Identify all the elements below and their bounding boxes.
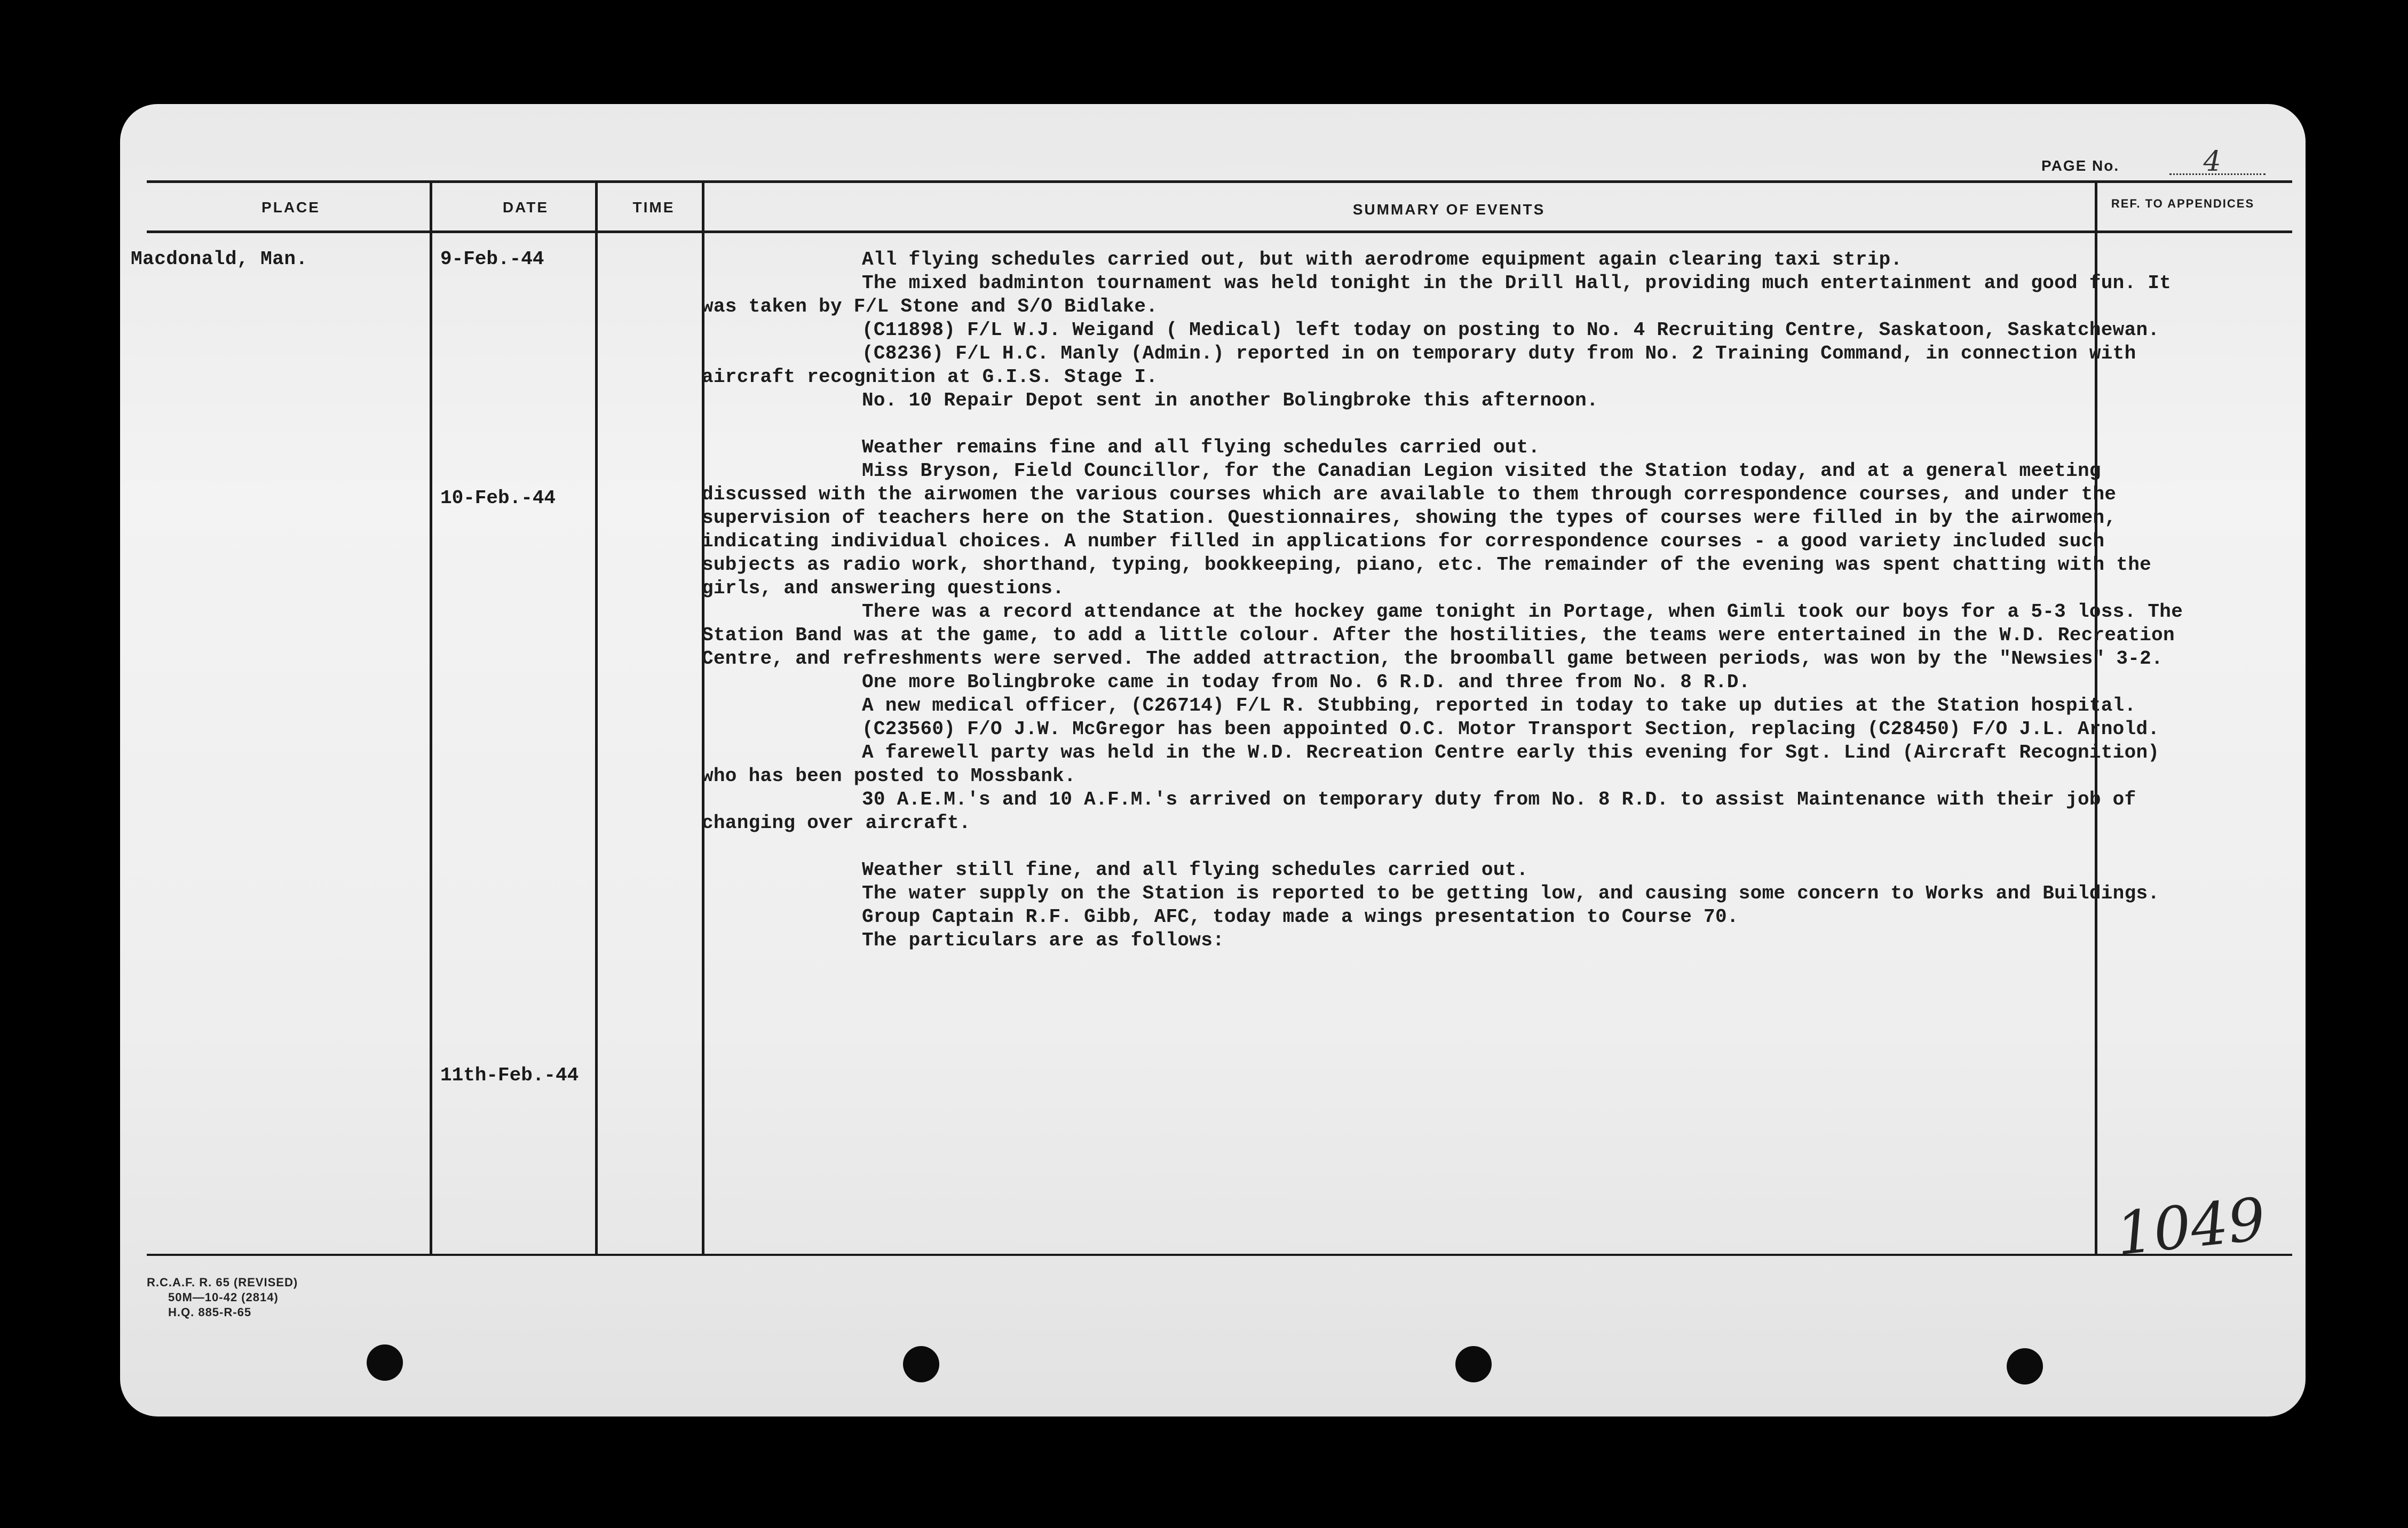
page-number-label: PAGE No. [2041,157,2120,174]
date-cell-feb10: 10-Feb.-44 [440,487,556,509]
date-cell-feb9: 9-Feb.-44 [440,248,544,270]
entry-paragraph: (C8236) F/L H.C. Manly (Admin.) reported in on temporary duty from No. 2 Training Command, in connection with aircraft recognition at G.I.S. Stage I. [702,343,2136,388]
entry-paragraph: The water supply on the Station is reported to be getting low, and causing some concern to Works and Buildings. [862,882,2160,904]
column-header-place: PLACE [262,199,320,216]
entry-paragraph: The mixed badminton tournament was held tonight in the Drill Hall, providing much entertainment and good fun. It was taken by F/L Stone and S/O Bidlake. [702,272,2172,317]
header-top-rule [147,180,2292,183]
form-reference-line: H.Q. 885-R-65 [168,1306,252,1319]
date-cell-feb11: 11th-Feb.-44 [440,1064,579,1086]
punch-hole [903,1346,939,1382]
punch-hole [1455,1346,1492,1382]
column-header-date: DATE [502,199,549,216]
column-header-summary: SUMMARY OF EVENTS [1352,201,1546,218]
punch-hole [367,1344,403,1381]
entry-paragraph: (C23560) F/O J.W. McGregor has been appointed O.C. Motor Transport Section, replacing (C28450) F/O J.L. Arnold. [862,718,2160,740]
entry-paragraph: A new medical officer, (C26714) F/L R. Stubbing, reported in today to take up duties at the Station hospital. [862,695,2136,717]
column-rule-place-date [430,183,432,1255]
column-rule-date-time [595,183,598,1255]
column-header-time: TIME [632,199,675,216]
form-reference-line: R.C.A.F. R. 65 (REVISED) [147,1276,298,1289]
war-diary-sheet [120,104,2306,1416]
table-bottom-rule [147,1254,2292,1256]
entry-paragraph: One more Bolingbroke came in today from No. 6 R.D. and three from No. 8 R.D. [862,671,1750,693]
form-reference [147,1275,298,1320]
entry-paragraph: (C11898) F/L W.J. Weigand ( Medical) left today on posting to No. 4 Recruiting Centre, Saskatoon, Saskatchewan. [862,319,2160,341]
entry-paragraph: There was a record attendance at the hockey game tonight in Portage, when Gimli took our boys for a 5-3 loss. The Station Band was at the game, to add a little colour. After the hostilities, the teams were entertained in the W.D. Recreation Centre, and refreshments were served. The added attraction, the broomball game between periods, was won by the "Newsies" 3-2. [702,601,2183,670]
punch-hole [2007,1348,2043,1384]
summary-of-events [702,248,2185,952]
header-bottom-rule [147,230,2292,233]
entry-paragraph: The particulars are as follows: [862,929,1225,951]
form-reference-line: 50M—10-42 (2814) [168,1291,279,1304]
page-number-value: 4 [2203,146,2221,178]
place-cell: Macdonald, Man. [131,248,308,270]
entry-paragraph: 30 A.E.M.'s and 10 A.F.M.'s arrived on temporary duty from No. 8 R.D. to assist Maintenance with their job of changing over aircraft. [702,789,2136,834]
entry-paragraph: A farewell party was held in the W.D. Recreation Centre early this evening for Sgt. Lind (Aircraft Recognition) who has been posted to Mossbank. [702,742,2160,787]
entry-paragraph: No. 10 Repair Depot sent in another Bolingbroke this afternoon. [862,389,1598,411]
entry-paragraph: All flying schedules carried out, but with aerodrome equipment again clearing taxi strip. [862,249,1903,270]
handwritten-reference: 1049 [2113,1184,2269,1269]
entry-paragraph: Weather still fine, and all flying schedules carried out. [862,859,1528,881]
entry-paragraph: Weather remains fine and all flying schedules carried out. [862,436,1540,458]
column-header-ref: REF. TO APPENDICES [2111,197,2255,210]
entry-paragraph: Group Captain R.F. Gibb, AFC, today made a wings presentation to Course 70. [862,906,1739,928]
entry-paragraph: Miss Bryson, Field Councillor, for the Canadian Legion visited the Station today, and at a general meeting discussed with the airwomen the various courses which are available to them through correspondence courses, and under the supervision of teachers here on the Station. Questionnaires, showing the types of courses were filled in by the airwomen, indicating individual choices. A number filled in applications for correspondence courses - a good variety included such subjects as radio work, shorthand, typing, bookkeeping, piano, etc. The remainder of the evening was spent chatting with the girls, and answering questions. [702,460,2152,599]
